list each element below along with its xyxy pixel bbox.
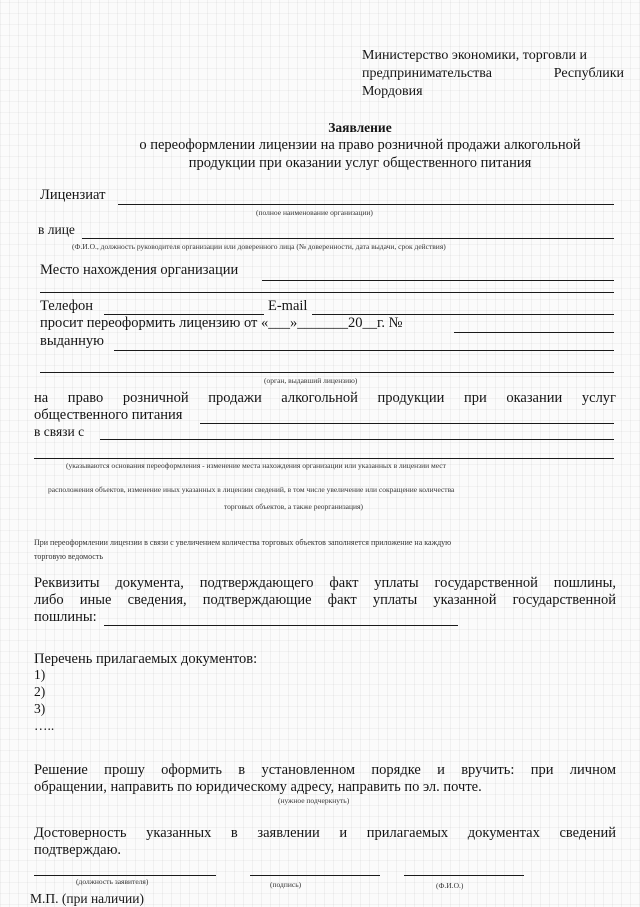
activity-input-line[interactable] [200, 423, 614, 424]
payment-input-line[interactable] [104, 625, 458, 626]
increase-note-line-1: При переоформлении лицензии в связи с увеличением количества торговых объектов заполняется приложение на каждую [34, 538, 452, 547]
payment-line-2: либо иные сведения, подтверждающие факт уплаты указанной государственной [34, 592, 616, 608]
issued-input-line-2[interactable] [40, 372, 614, 373]
name-caption: (Ф.И.О.) [436, 881, 464, 890]
licensee-input-line[interactable] [118, 204, 614, 205]
addressee-line-3: Мордовия [362, 84, 423, 99]
confirmation-block [34, 825, 616, 842]
payment-block [34, 575, 616, 609]
document-item-2: 2) [34, 684, 46, 699]
issued-input-line[interactable] [114, 350, 614, 351]
document-item-1: 1) [34, 667, 46, 682]
decision-block [34, 762, 616, 779]
document-item-3: 3) [34, 701, 46, 716]
name-input-line[interactable] [404, 875, 524, 876]
right-text [34, 390, 616, 407]
right-text-line-2: общественного питания [34, 407, 183, 423]
right-text-line-1: на право розничной продажи алкогольной продукции при оказании услуг [34, 390, 616, 406]
request-text: просит переоформить лицензию от «___»_______20__г. № [40, 315, 403, 331]
issuer-caption: (орган, выдавший лицензию) [264, 376, 358, 385]
reason-caption-line-2: расположения объектов, изменение иных указанных в лицензии сведений, в том числе увеличение или сокращение количества [48, 485, 455, 494]
location-input-line-2[interactable] [40, 292, 614, 293]
confirmation-line-2: подтверждаю. [34, 842, 122, 858]
document-subtitle-line-1: о переоформлении лицензии на право розничной продажи алкогольной [139, 137, 581, 153]
phone-label: Телефон [40, 298, 93, 314]
addressee-line-2-left: предпринимательства [362, 66, 492, 81]
confirmation-line-1: Достоверность указанных в заявлении и прилагаемых документах сведений [34, 825, 616, 841]
increase-note-line-2: торговую ведомость [34, 552, 104, 561]
payment-line-1: Реквизиты документа, подтверждающего факт уплаты государственной пошлины, [34, 575, 616, 591]
licensee-caption: (полное наименование организации) [256, 208, 373, 217]
person-label: в лице [38, 222, 75, 237]
document-subtitle-line-2: продукции при оказании услуг общественного питания [188, 155, 532, 171]
documents-heading: Перечень прилагаемых документов: [34, 651, 258, 667]
licensee-label: Лицензиат [40, 187, 106, 203]
decision-caption: (нужное подчеркнуть) [278, 796, 350, 805]
document-item-more: ….. [34, 718, 55, 733]
payment-line-3: пошлины: [34, 609, 97, 625]
reason-caption-line-1: (указываются основания переоформления - изменение места нахождения организации или указанных в лицензии мест [66, 461, 446, 470]
reason-caption-line-3: торговых объектов, а также реорганизация) [224, 502, 363, 511]
addressee-block [362, 47, 624, 101]
reason-input-line-2[interactable] [34, 458, 614, 459]
location-label: Место нахождения организации [40, 262, 239, 278]
reason-label: в связи с [34, 424, 85, 439]
position-caption: (должность заявителя) [76, 877, 149, 886]
email-label: E-mail [268, 298, 308, 314]
reason-input-line[interactable] [100, 439, 614, 440]
decision-line-1: Решение прошу оформить в установленном порядке и вручить: при личном [34, 762, 616, 778]
addressee-line-1: Министерство экономики, торговли и [362, 48, 588, 63]
signature-input-line[interactable] [250, 875, 380, 876]
decision-line-2: обращении, направить по юридическому адресу, направить по эл. почте. [34, 779, 482, 795]
person-caption: (Ф.И.О., должность руководителя организации или доверенного лица (№ доверенности, дата выдачи, срок действия) [72, 242, 446, 251]
issued-label: выданную [40, 333, 105, 349]
position-input-line[interactable] [34, 875, 216, 876]
signature-caption: (подпись) [270, 880, 302, 889]
person-input-line[interactable] [82, 238, 614, 239]
document-title: Заявление [328, 120, 392, 135]
license-number-line[interactable] [454, 332, 614, 333]
addressee-line-2-right: Республики [553, 66, 624, 81]
stamp-note: М.П. (при наличии) [30, 891, 144, 906]
location-input-line[interactable] [262, 280, 614, 281]
